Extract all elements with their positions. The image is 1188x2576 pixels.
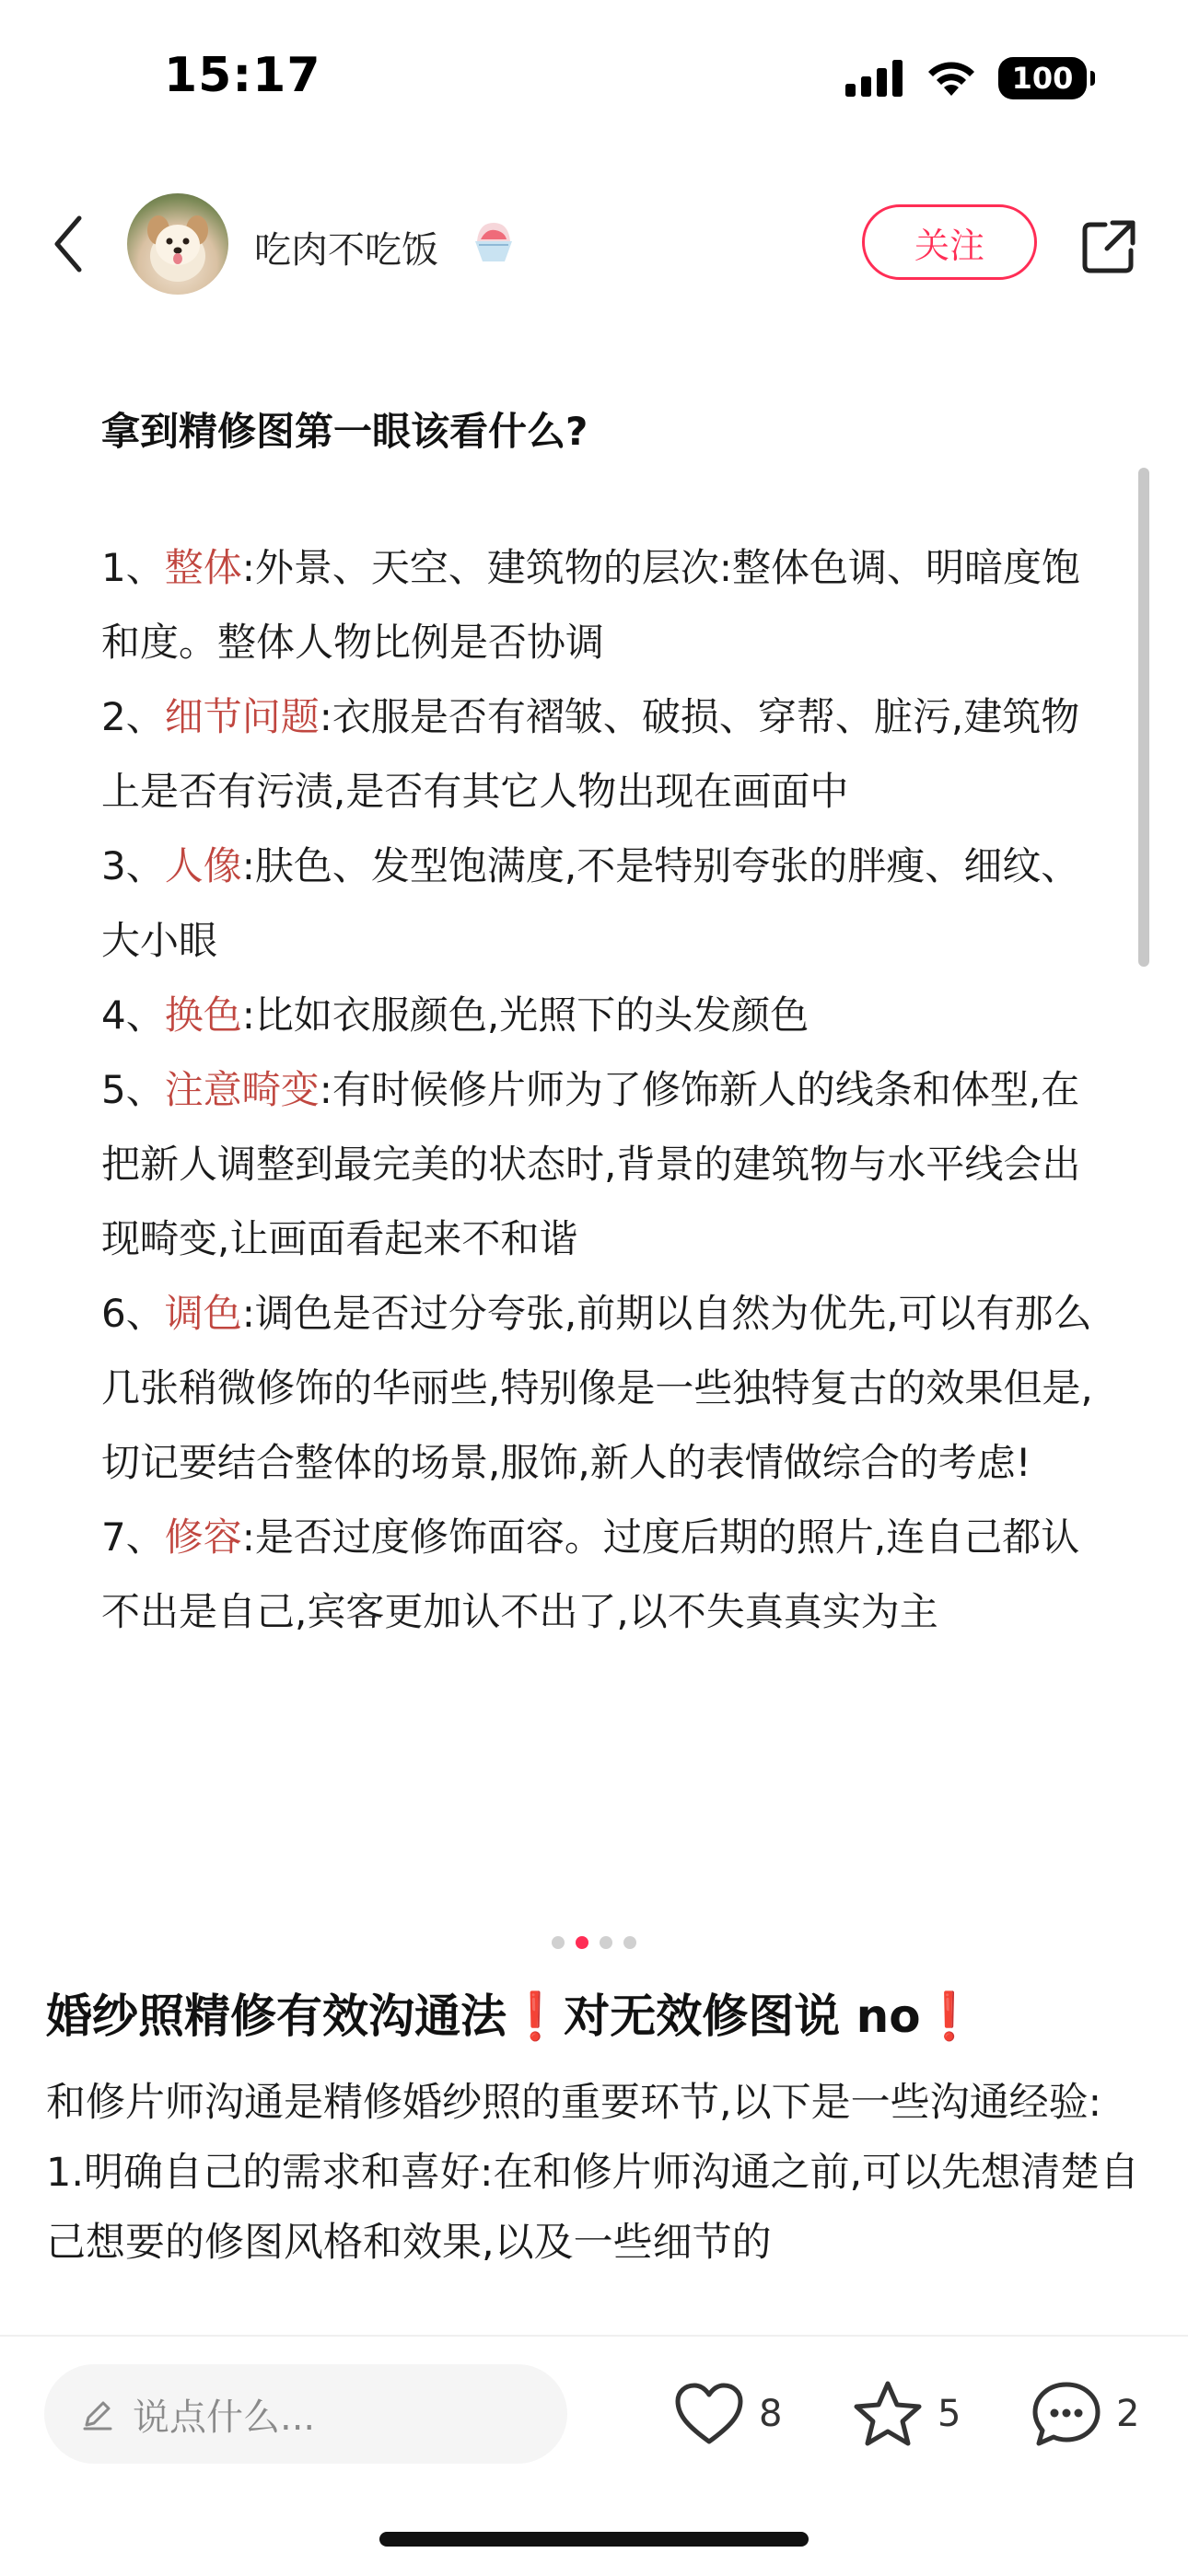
comment-count: 2 xyxy=(1116,2393,1140,2435)
item-number: 7、 xyxy=(101,1514,165,1560)
page-dot[interactable] xyxy=(600,1936,612,1949)
heart-icon xyxy=(672,2381,746,2447)
share-icon xyxy=(1079,217,1138,276)
item-keyword: 注意畸变 xyxy=(164,1067,320,1112)
item-text: :有时候修片师为了修饰新人的线条和体型,在把新人调整到最完美的状态时,背景的建筑物与水平线会出现畸变,让画面看起来不和谐 xyxy=(101,1067,1081,1261)
image-scroll-indicator[interactable] xyxy=(1138,468,1149,967)
post-title-part2: 对无效修图说 no xyxy=(564,1990,921,2043)
wifi-icon xyxy=(925,59,978,98)
item-number: 4、 xyxy=(101,992,165,1038)
list-item xyxy=(101,1052,1105,1276)
battery-level: 100 xyxy=(1011,61,1074,96)
battery-icon xyxy=(998,57,1087,99)
follow-button[interactable]: 关注 xyxy=(862,204,1037,280)
share-button[interactable] xyxy=(1072,210,1146,284)
like-button[interactable] xyxy=(672,2373,782,2454)
post-title xyxy=(46,1979,1151,2053)
item-number: 5、 xyxy=(101,1067,165,1112)
checklist xyxy=(101,530,1105,1649)
chat-bubble-icon xyxy=(1030,2379,1103,2449)
exclamation-icon: ❗ xyxy=(507,1990,565,2043)
item-number: 6、 xyxy=(101,1291,165,1336)
item-keyword: 整体 xyxy=(164,545,242,590)
list-item xyxy=(101,530,1105,679)
item-text: :调色是否过分夸张,前期以自然为优先,可以有那么几张稍微修饰的华丽些,特别像是一些独特复古的效果但是,切记要结合整体的场景,服饰,新人的表情做综合的考虑! xyxy=(101,1291,1093,1485)
like-count: 8 xyxy=(759,2393,783,2435)
item-keyword: 换色 xyxy=(164,992,242,1038)
shaved-ice-icon xyxy=(468,215,519,267)
post-header xyxy=(0,184,1188,304)
collect-count: 5 xyxy=(938,2393,961,2435)
exclamation-icon: ❗ xyxy=(920,1990,978,2043)
list-item xyxy=(101,1500,1105,1649)
star-icon xyxy=(851,2379,925,2449)
item-number: 1、 xyxy=(101,545,165,590)
item-text: :肤色、发型饱满度,不是特别夸张的胖瘦、细纹、大小眼 xyxy=(101,843,1080,963)
comment-button[interactable] xyxy=(1030,2373,1139,2454)
pencil-icon xyxy=(79,2396,116,2432)
item-number: 3、 xyxy=(101,843,165,888)
status-bar xyxy=(0,0,1188,157)
content-fade xyxy=(0,2283,1188,2338)
page-dot[interactable] xyxy=(623,1936,636,1949)
author-name[interactable]: 吃肉不吃饭 xyxy=(254,229,438,272)
item-text: :比如衣服颜色,光照下的头发颜色 xyxy=(241,992,809,1038)
list-item xyxy=(101,978,1105,1052)
post-paragraph: 1.明确自己的需求和喜好:在和修片师沟通之前,可以先想清楚自己想要的修图风格和效果,以及一些细节的 xyxy=(46,2150,1140,2266)
item-keyword: 人像 xyxy=(164,843,242,888)
page-dot-active[interactable] xyxy=(576,1936,588,1949)
post-paragraph: 和修片师沟通是精修婚纱照的重要环节,以下是一些沟通经验: xyxy=(46,2080,1102,2126)
item-keyword: 细节问题 xyxy=(164,694,320,739)
item-number: 2、 xyxy=(101,694,165,739)
post-image-carousel[interactable] xyxy=(0,350,1188,1860)
list-item xyxy=(101,1276,1105,1500)
image-title: 拿到精修图第一眼该看什么? xyxy=(101,409,588,454)
item-keyword: 调色 xyxy=(164,1291,242,1336)
home-indicator[interactable] xyxy=(379,2532,809,2547)
list-item xyxy=(101,679,1105,829)
collect-button[interactable] xyxy=(851,2373,961,2454)
cellular-signal-icon xyxy=(845,60,904,97)
carousel-page-dots xyxy=(543,1933,645,1952)
comment-input[interactable] xyxy=(44,2364,567,2464)
status-time: 15:17 xyxy=(164,48,321,103)
item-text: :衣服是否有褶皱、破损、穿帮、脏污,建筑物上是否有污渍,是否有其它人物出现在画面中 xyxy=(101,694,1080,814)
post-title-part1: 婚纱照精修有效沟通法 xyxy=(46,1990,507,2043)
item-keyword: 修容 xyxy=(164,1514,242,1560)
comment-placeholder: 说点什么... xyxy=(133,2396,316,2439)
back-button[interactable] xyxy=(41,210,96,278)
list-item xyxy=(101,829,1105,978)
item-text: :外景、天空、建筑物的层次:整体色调、明暗度饱和度。整体人物比例是否协调 xyxy=(101,545,1081,665)
item-text: :是否过度修饰面容。过度后期的照片,连自己都认不出是自己,宾客更加认不出了,以不失真真实为主 xyxy=(101,1514,1080,1634)
dog-avatar-icon xyxy=(127,193,228,295)
avatar[interactable] xyxy=(127,193,228,295)
page-dot[interactable] xyxy=(552,1936,565,1949)
chevron-left-icon xyxy=(50,215,87,273)
status-icons xyxy=(845,57,1087,99)
